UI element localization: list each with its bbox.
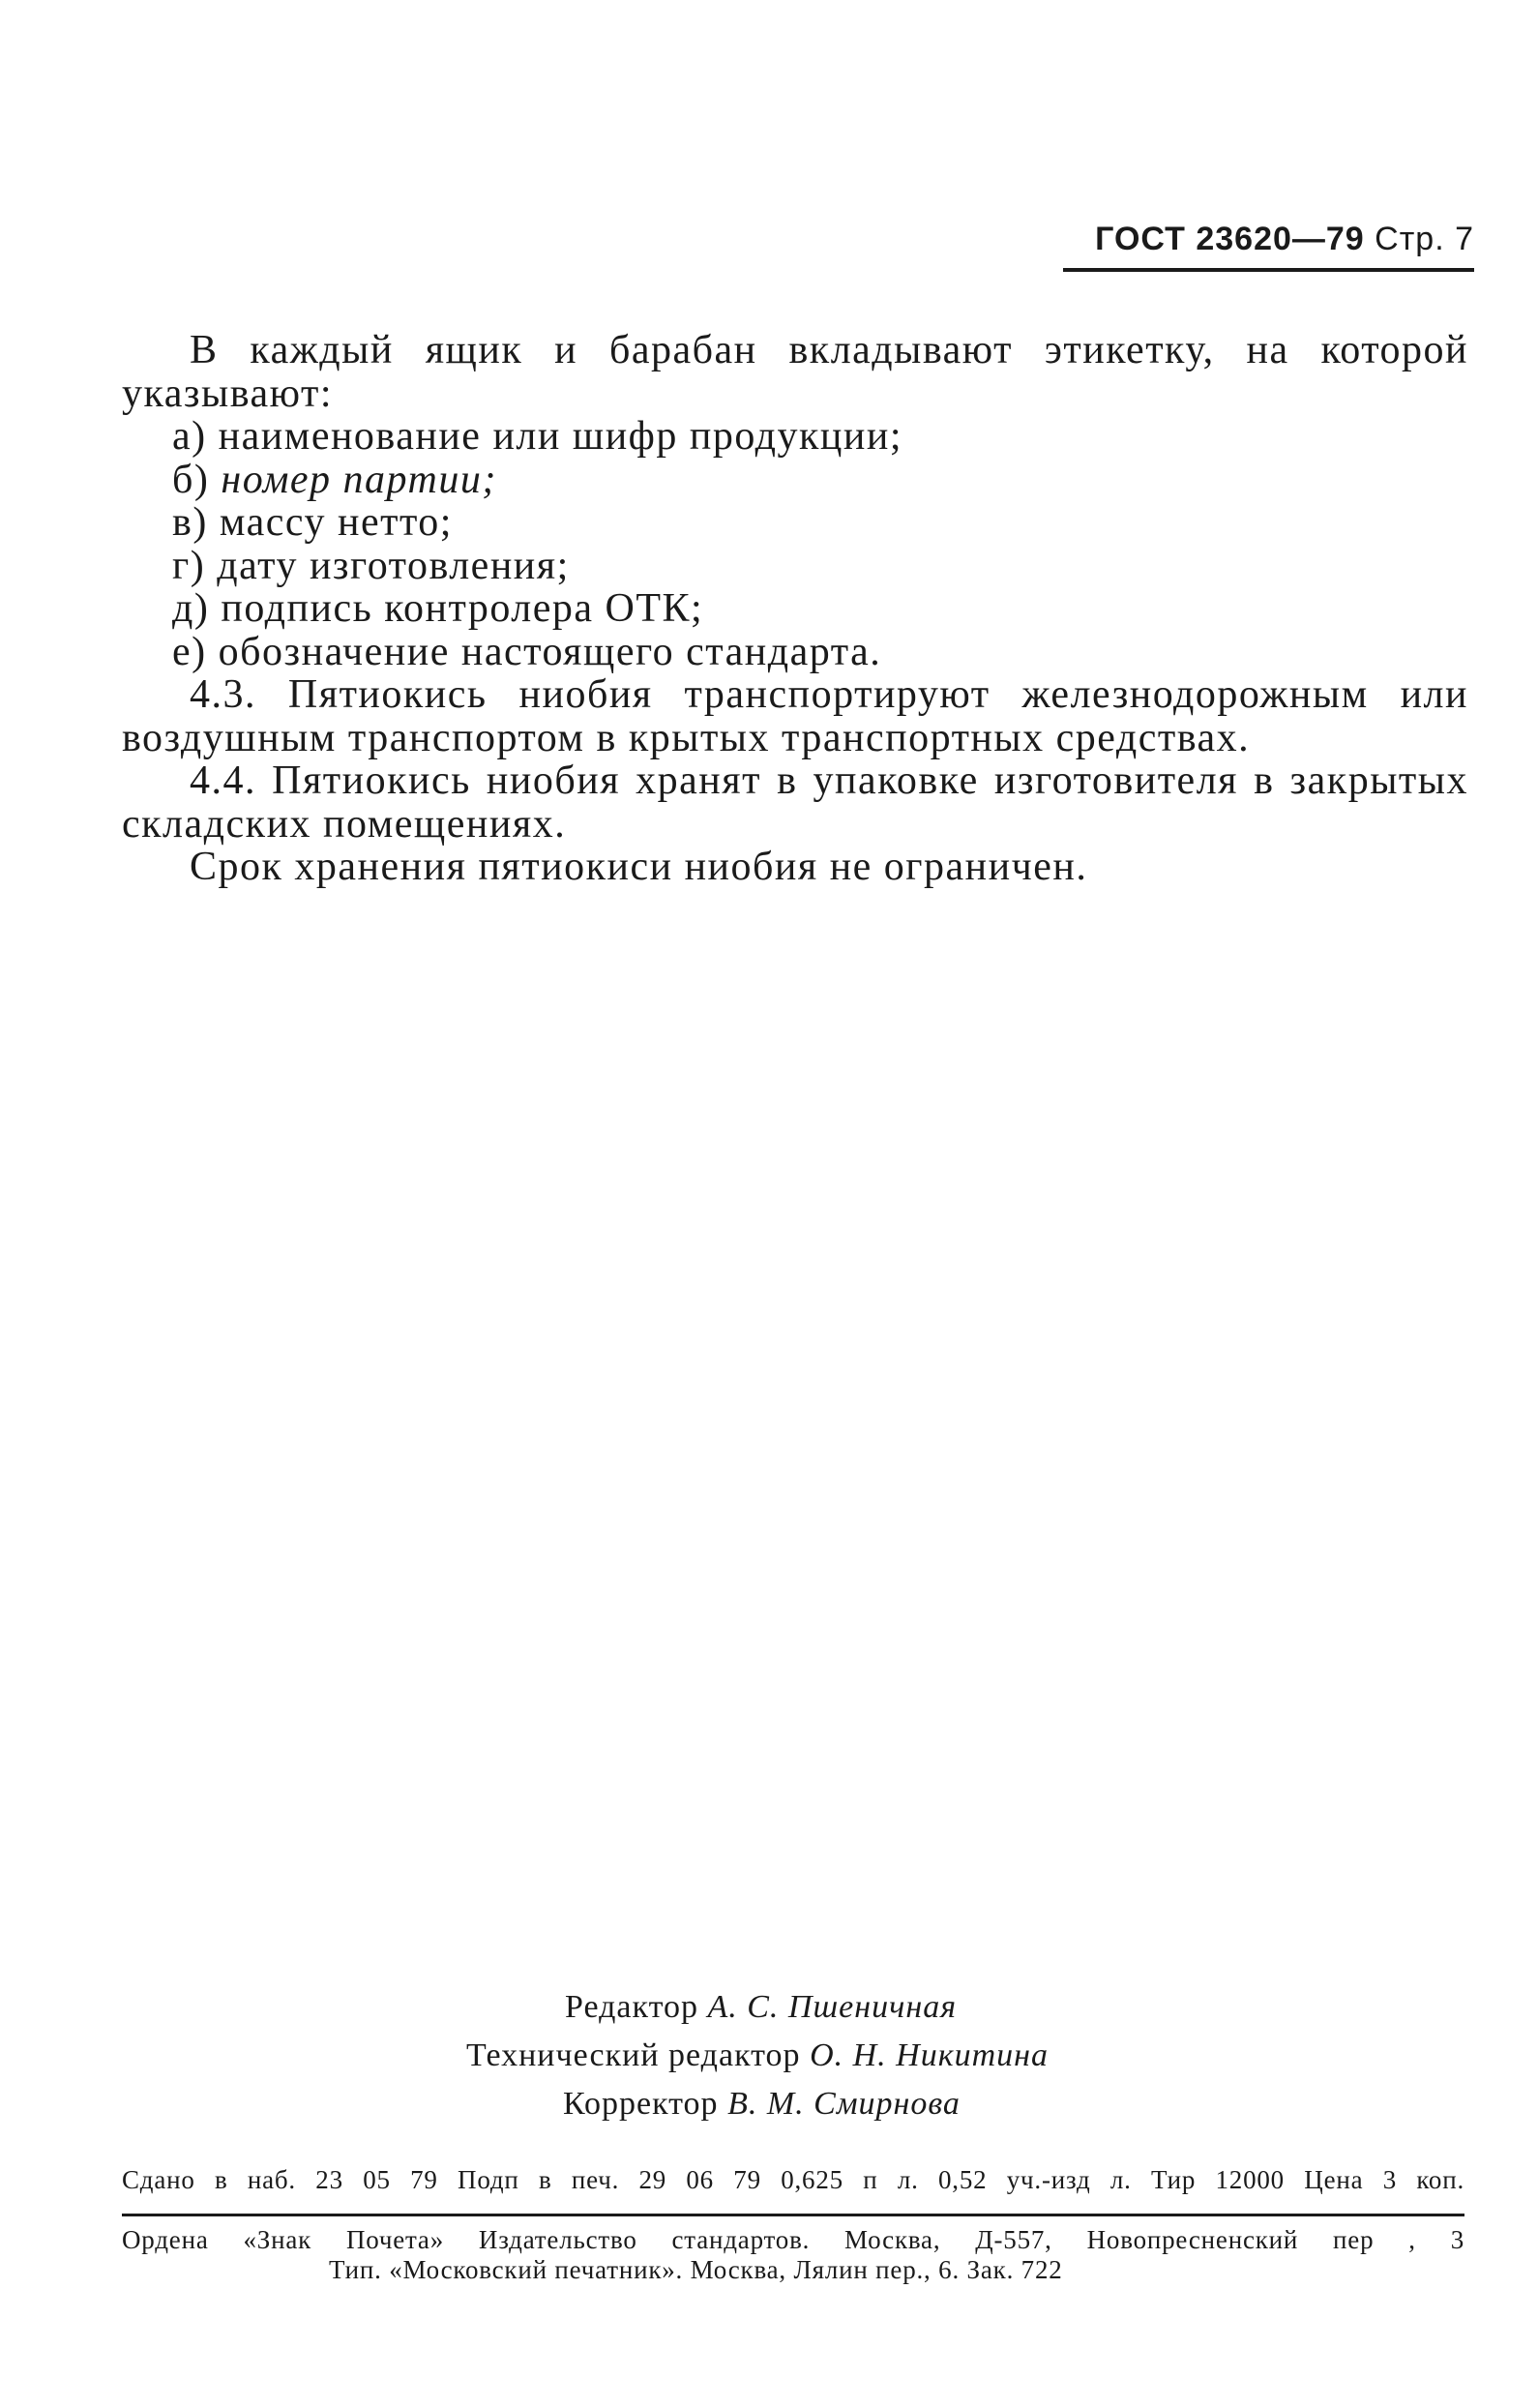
- list-marker: а): [172, 414, 207, 459]
- list-marker: д): [172, 586, 210, 631]
- tech-editor-credit: [466, 2032, 1538, 2080]
- intro-paragraph: В каждый ящик и барабан вкладывают этикетку, на которой указывают:: [122, 328, 1468, 416]
- list-item-g: [122, 545, 1468, 588]
- list-text: подпись контролера ОТК;: [221, 586, 704, 631]
- storage-paragraph: Срок хранения пятиокиси ниобия не ограничен.: [190, 845, 1088, 889]
- paragraph-4-4: 4.4. Пятиокись ниобия хранят в упаковке изготовителя в закрытых складских помещениях.: [122, 758, 1468, 847]
- list-text: обозначение настоящего стандарта.: [218, 629, 882, 674]
- editor-name: А. С. Пшеничная: [707, 1989, 957, 2025]
- list-text: дату изготовления;: [217, 543, 570, 588]
- list-item-e: [122, 631, 1468, 674]
- paragraph-4-3: 4.3. Пятиокись ниобия транспортируют железнодорожным или воздушным транспортом в крытых транспортных средствах.: [122, 672, 1468, 760]
- list-text: номер партии;: [221, 457, 497, 502]
- tech-editor-role: Технический редактор: [466, 2037, 801, 2073]
- list-item-b: [122, 459, 1468, 502]
- publisher-line: Ордена «Знак Почета» Издательство стандартов. Москва, Д-557, Новопресненский пер , 3: [122, 2225, 1464, 2254]
- corrector-credit: [563, 2080, 1538, 2128]
- gost-number: ГОСТ 23620—79: [1095, 221, 1365, 257]
- list-text: массу нетто;: [219, 500, 453, 545]
- editor-role: Редактор: [565, 1989, 698, 2025]
- list-marker: г): [172, 543, 206, 588]
- editor-credit: [565, 1983, 1538, 2032]
- imprint-rule: [122, 2214, 1464, 2216]
- header-rule: [1063, 268, 1474, 272]
- publisher-info: [122, 2225, 1464, 2285]
- tech-editor-name: О. Н. Никитина: [810, 2037, 1050, 2073]
- header-line: [1063, 221, 1474, 258]
- list-item-a: [122, 415, 1468, 459]
- list-item-d: [122, 587, 1468, 631]
- body-text: [122, 329, 1468, 889]
- printer-line: Тип. «Московский печатник». Москва, Лялин пер., 6. Зак. 722: [329, 2255, 1063, 2284]
- corrector-role: Корректор: [563, 2086, 719, 2122]
- corrector-name: В. М. Смирнова: [727, 2086, 961, 2122]
- page-number: Стр. 7: [1375, 221, 1474, 257]
- imprint-line: Сдано в наб. 23 05 79 Подп в печ. 29 06 79 0,625 п л. 0,52 уч.-изд л. Тир 12000 Цена 3 коп.: [122, 2165, 1464, 2194]
- list-marker: б): [172, 457, 210, 502]
- credits: [0, 1983, 1538, 2128]
- list-text: наименование или шифр продукции;: [218, 414, 903, 459]
- list-item-v: [122, 501, 1468, 545]
- page-header: [1063, 221, 1474, 272]
- list-marker: в): [172, 500, 208, 545]
- list-marker: е): [172, 629, 207, 674]
